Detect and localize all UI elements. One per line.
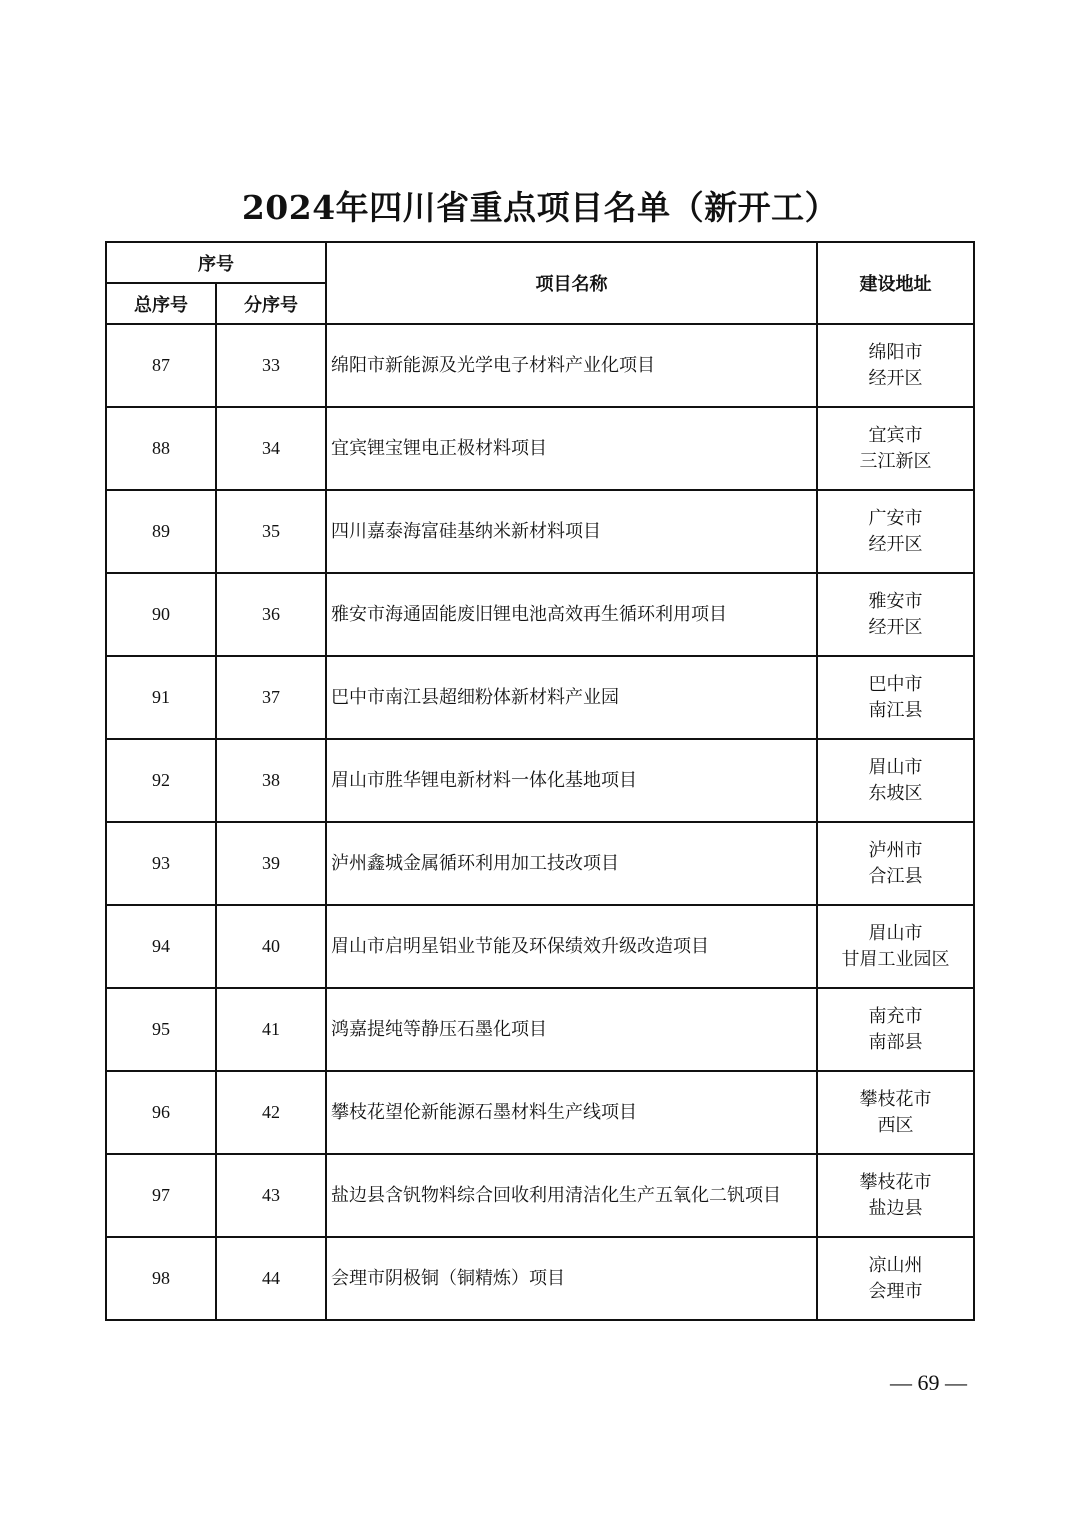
location-district: 东坡区 <box>868 782 923 804</box>
location-cell <box>817 1071 974 1154</box>
sub-seq-cell: 34 <box>216 407 326 490</box>
sub-seq-cell: 37 <box>216 656 326 739</box>
sub-seq-cell: 42 <box>216 1071 326 1154</box>
project-name-cell: 泸州鑫城金属循环利用加工技改项目 <box>326 822 817 905</box>
location-district: 盐边县 <box>868 1197 923 1219</box>
location-district: 南部县 <box>868 1031 923 1053</box>
table-row <box>106 407 974 490</box>
location-district: 经开区 <box>868 533 923 555</box>
location-city: 凉山州 <box>868 1254 923 1276</box>
sub-seq-cell: 40 <box>216 905 326 988</box>
sub-seq-cell: 44 <box>216 1237 326 1320</box>
table-row <box>106 905 974 988</box>
table-row <box>106 1154 974 1237</box>
sub-seq-cell: 43 <box>216 1154 326 1237</box>
location-district: 三江新区 <box>859 450 932 472</box>
location-cell <box>817 490 974 573</box>
location-cell <box>817 573 974 656</box>
project-name-cell: 盐边县含钒物料综合回收利用清洁化生产五氧化二钒项目 <box>326 1154 817 1237</box>
location-city: 攀枝花市 <box>859 1088 932 1110</box>
table-row <box>106 1237 974 1320</box>
total-seq-cell: 93 <box>106 822 216 905</box>
table-row <box>106 988 974 1071</box>
location-cell <box>817 407 974 490</box>
location-cell <box>817 1154 974 1237</box>
location-city: 雅安市 <box>868 590 923 612</box>
table-row <box>106 822 974 905</box>
project-name-cell: 眉山市启明星铝业节能及环保绩效升级改造项目 <box>326 905 817 988</box>
table-row <box>106 573 974 656</box>
location-cell <box>817 1237 974 1320</box>
table-row <box>106 1071 974 1154</box>
location-city: 眉山市 <box>868 756 923 778</box>
header-total-seq: 总序号 <box>106 283 216 324</box>
location-district: 会理市 <box>868 1280 923 1302</box>
page-number: — 69 — <box>890 1370 967 1395</box>
location-cell <box>817 324 974 407</box>
total-seq-cell: 88 <box>106 407 216 490</box>
location-cell <box>817 988 974 1071</box>
location-district: 甘眉工业园区 <box>841 948 950 970</box>
sub-seq-cell: 36 <box>216 573 326 656</box>
project-name-cell: 攀枝花望伦新能源石墨材料生产线项目 <box>326 1071 817 1154</box>
project-name-cell: 会理市阴极铜（铜精炼）项目 <box>326 1237 817 1320</box>
projects-table <box>105 241 975 1321</box>
total-seq-cell: 91 <box>106 656 216 739</box>
table-row <box>106 656 974 739</box>
table-row <box>106 324 974 407</box>
total-seq-cell: 90 <box>106 573 216 656</box>
location-cell <box>817 739 974 822</box>
total-seq-cell: 94 <box>106 905 216 988</box>
project-name-cell: 四川嘉泰海富硅基纳米新材料项目 <box>326 490 817 573</box>
total-seq-cell: 89 <box>106 490 216 573</box>
location-cell <box>817 822 974 905</box>
sub-seq-cell: 41 <box>216 988 326 1071</box>
page-title: 2024年四川省重点项目名单（新开工） <box>241 188 839 227</box>
sub-seq-cell: 33 <box>216 324 326 407</box>
sub-seq-cell: 39 <box>216 822 326 905</box>
header-location: 建设地址 <box>817 242 974 324</box>
sub-seq-cell: 35 <box>216 490 326 573</box>
project-name-cell: 雅安市海通固能废旧锂电池高效再生循环利用项目 <box>326 573 817 656</box>
location-city: 绵阳市 <box>868 341 923 363</box>
table-row <box>106 490 974 573</box>
location-district: 合江县 <box>868 865 923 887</box>
location-city: 泸州市 <box>868 839 923 861</box>
project-name-cell: 绵阳市新能源及光学电子材料产业化项目 <box>326 324 817 407</box>
header-sub-seq: 分序号 <box>216 283 326 324</box>
sub-seq-cell: 38 <box>216 739 326 822</box>
location-city: 巴中市 <box>868 673 923 695</box>
project-name-cell: 巴中市南江县超细粉体新材料产业园 <box>326 656 817 739</box>
header-seq-group: 序号 <box>106 242 326 283</box>
total-seq-cell: 87 <box>106 324 216 407</box>
total-seq-cell: 97 <box>106 1154 216 1237</box>
location-cell <box>817 656 974 739</box>
total-seq-cell: 96 <box>106 1071 216 1154</box>
location-city: 眉山市 <box>868 922 923 944</box>
location-city: 广安市 <box>868 507 923 529</box>
table-row <box>106 739 974 822</box>
location-district: 西区 <box>877 1114 914 1136</box>
location-city: 攀枝花市 <box>859 1171 932 1193</box>
project-name-cell: 鸿嘉提纯等静压石墨化项目 <box>326 988 817 1071</box>
total-seq-cell: 95 <box>106 988 216 1071</box>
project-name-cell: 宜宾锂宝锂电正极材料项目 <box>326 407 817 490</box>
location-city: 南充市 <box>868 1005 923 1027</box>
header-project-name: 项目名称 <box>326 242 817 324</box>
project-name-cell: 眉山市胜华锂电新材料一体化基地项目 <box>326 739 817 822</box>
location-city: 宜宾市 <box>868 424 923 446</box>
total-seq-cell: 92 <box>106 739 216 822</box>
total-seq-cell: 98 <box>106 1237 216 1320</box>
location-cell <box>817 905 974 988</box>
location-district: 经开区 <box>868 367 923 389</box>
location-district: 经开区 <box>868 616 923 638</box>
location-district: 南江县 <box>868 699 923 721</box>
